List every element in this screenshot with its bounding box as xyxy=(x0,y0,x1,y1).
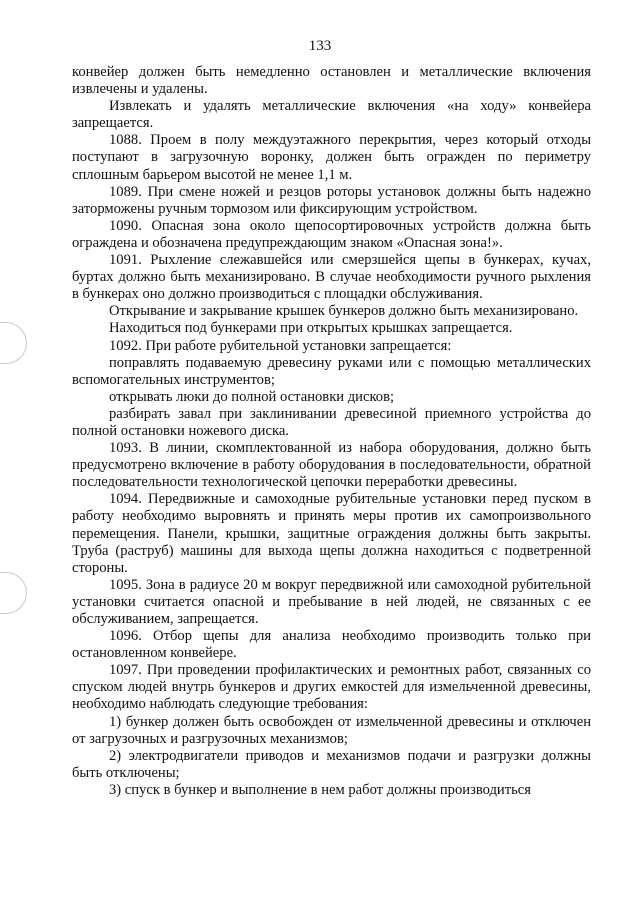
paragraph: Открывание и закрывание крышек бункеров должно быть механизировано. xyxy=(109,303,579,320)
binder-hole xyxy=(0,322,27,364)
paragraph: 1095. Зона в радиусе 20 м вокруг передвижной или самоходной рубительной установки считается опасной и пребывание в ней людей, не связанных с ее обслуживанием, запрещается. xyxy=(72,576,591,627)
document-body xyxy=(72,64,591,799)
paragraph: 1094. Передвижные и самоходные рубительные установки перед пуском в работу необходимо выровнять и принять меры против их самопроизвольного перемещения. Панели, крышки, защитные ограждения должны быть закрыты. Труба (раструб) машины для выхода щепы должна находиться с подветренной стороны. xyxy=(72,491,591,576)
paragraph: Извлекать и удалять металлические включения «на ходу» конвейера запрещается. xyxy=(72,98,591,132)
binder-hole xyxy=(0,572,27,614)
paragraph: 1089. При смене ножей и резцов роторы установок должны быть надежно заторможены ручным тормозом или фиксирующим устройством. xyxy=(72,183,591,217)
paragraph: 1093. В линии, скомплектованной из набора оборудования, должно быть предусмотрено включение в работу оборудования в последовательности, обратной последовательности технологической цепочки переработки древесины. xyxy=(72,440,591,491)
paragraph: 1096. Отбор щепы для анализа необходимо производить только при остановленном конвейере. xyxy=(72,628,591,662)
paragraph: 1091. Рыхление слежавшейся или смерзшейся щепы в бункерах, кучах, буртах должно быть механизировано. В случае необходимости ручного рыхления в бункерах оно должно производиться с площадки обслуживания. xyxy=(72,252,591,303)
paragraph: открывать люки до полной остановки дисков; xyxy=(109,388,395,405)
paragraph: 3) спуск в бункер и выполнение в нем работ должны производиться xyxy=(109,781,531,798)
paragraph: 1092. При работе рубительной установки запрещается: xyxy=(109,337,452,354)
paragraph: 1090. Опасная зона около щепосортировочных устройств должна быть ограждена и обозначена предупреждающим знаком «Опасная зона!». xyxy=(72,217,591,251)
paragraph: 1) бункер должен быть освобожден от измельченной древесины и отключен от загрузочных и разгрузочных механизмов; xyxy=(72,713,591,747)
paragraph: 1097. При проведении профилактических и ремонтных работ, связанных со спуском людей внутрь бункеров и других емкостей для измельченной древесины, необходимо наблюдать следующие требования: xyxy=(72,662,591,713)
paragraph: Находиться под бункерами при открытых крышках запрещается. xyxy=(109,320,513,337)
paragraph: разбирать завал при заклинивании древесиной приемного устройства до полной остановки ножевого диска. xyxy=(72,405,591,439)
paragraph: 2) электродвигатели приводов и механизмов подачи и разгрузки должны быть отключены; xyxy=(72,747,591,781)
paragraph: 1088. Проем в полу междуэтажного перекрытия, через который отходы поступают в загрузочную воронку, должен быть огражден по периметру сплошным барьером высотой не менее 1,1 м. xyxy=(72,132,591,183)
paragraph: поправлять подаваемую древесину руками или с помощью металлических вспомогательных инструментов; xyxy=(72,354,591,388)
paragraph: конвейер должен быть немедленно остановлен и металлические включения извлечены и удалены. xyxy=(72,64,591,98)
page-number: 133 xyxy=(308,38,332,54)
